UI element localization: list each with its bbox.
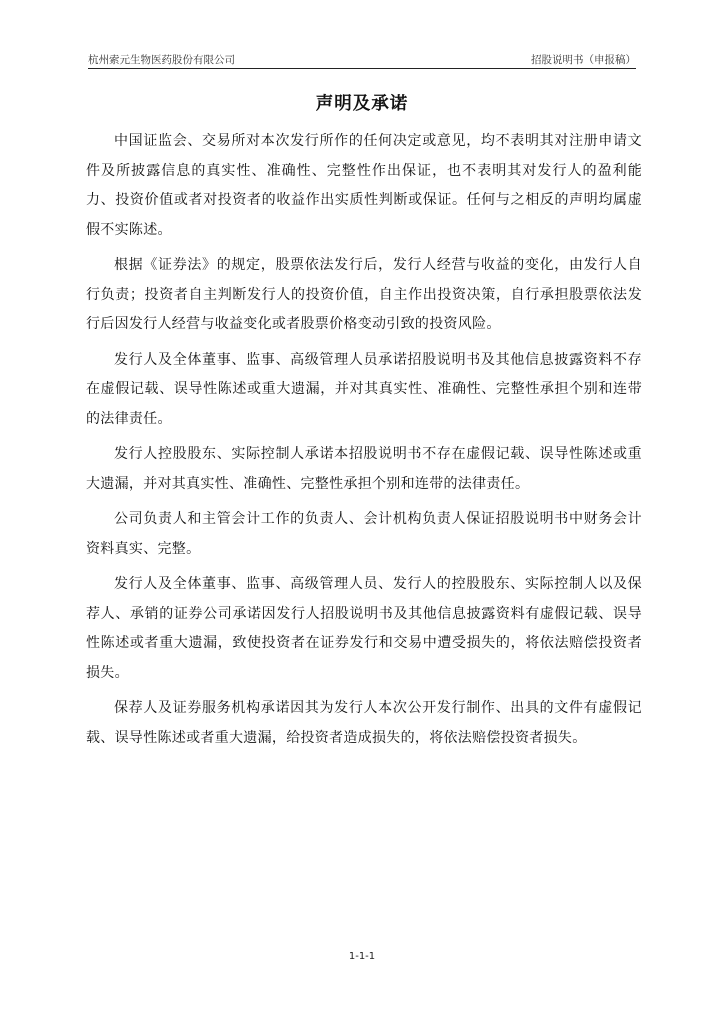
paragraph-financial-officers-guarantee: 公司负责人和主管会计工作的负责人、会计机构负责人保证招股说明书中财务会计资料真实、完整。 [86,511,642,557]
header-document-type: 招股说明书（申报稿） [531,54,636,66]
paragraph-issuer-commitment: 发行人及全体董事、监事、高级管理人员承诺招股说明书及其他信息披露资料不存在虚假记载、误导性陈述或重大遗漏，并对其真实性、准确性、完整性承担个别和连带的法律责任。 [86,351,642,427]
header-company-name: 杭州索元生物医药股份有限公司 [88,54,235,66]
paragraph-controlling-shareholder-commitment: 发行人控股股东、实际控制人承诺本招股说明书不存在虚假记载、误导性陈述或重大遗漏，并对其真实性、准确性、完整性承担个别和连带的法律责任。 [86,446,642,492]
page-number: 1-1-1 [348,951,376,962]
paragraph-regulator-disclaimer: 中国证监会、交易所对本次发行所作的任何决定或意见，均不表明其对注册申请文件及所披露信息的真实性、准确性、完整性作出保证，也不表明其对发行人的盈利能力、投资价值或者对投资者的收益作出实质性判断或保证。任何与之相反的声明均属虚假不实陈述。 [86,133,642,238]
page-header [88,51,636,69]
page-title: 声明及承诺 [315,94,409,114]
paragraph-compensation-commitment: 发行人及全体董事、监事、高级管理人员、发行人的控股股东、实际控制人以及保荐人、承销的证券公司承诺因发行人招股说明书及其他信息披露资料有虚假记载、误导性陈述或者重大遗漏，致使投资者在证券发行和交易中遭受损失的，将依法赔偿投资者损失。 [86,576,642,681]
paragraph-sponsor-commitment: 保荐人及证券服务机构承诺因其为发行人本次公开发行制作、出具的文件有虚假记载、误导性陈述或者重大遗漏，给投资者造成损失的，将依法赔偿投资者损失。 [86,700,642,746]
paragraph-investment-risk: 根据《证券法》的规定，股票依法发行后，发行人经营与收益的变化，由发行人自行负责；投资者自主判断发行人的投资价值，自主作出投资决策，自行承担股票依法发行后因发行人经营与收益变化或者股票价格变动引致的投资风险。 [86,257,642,332]
declaration-body [86,127,642,759]
